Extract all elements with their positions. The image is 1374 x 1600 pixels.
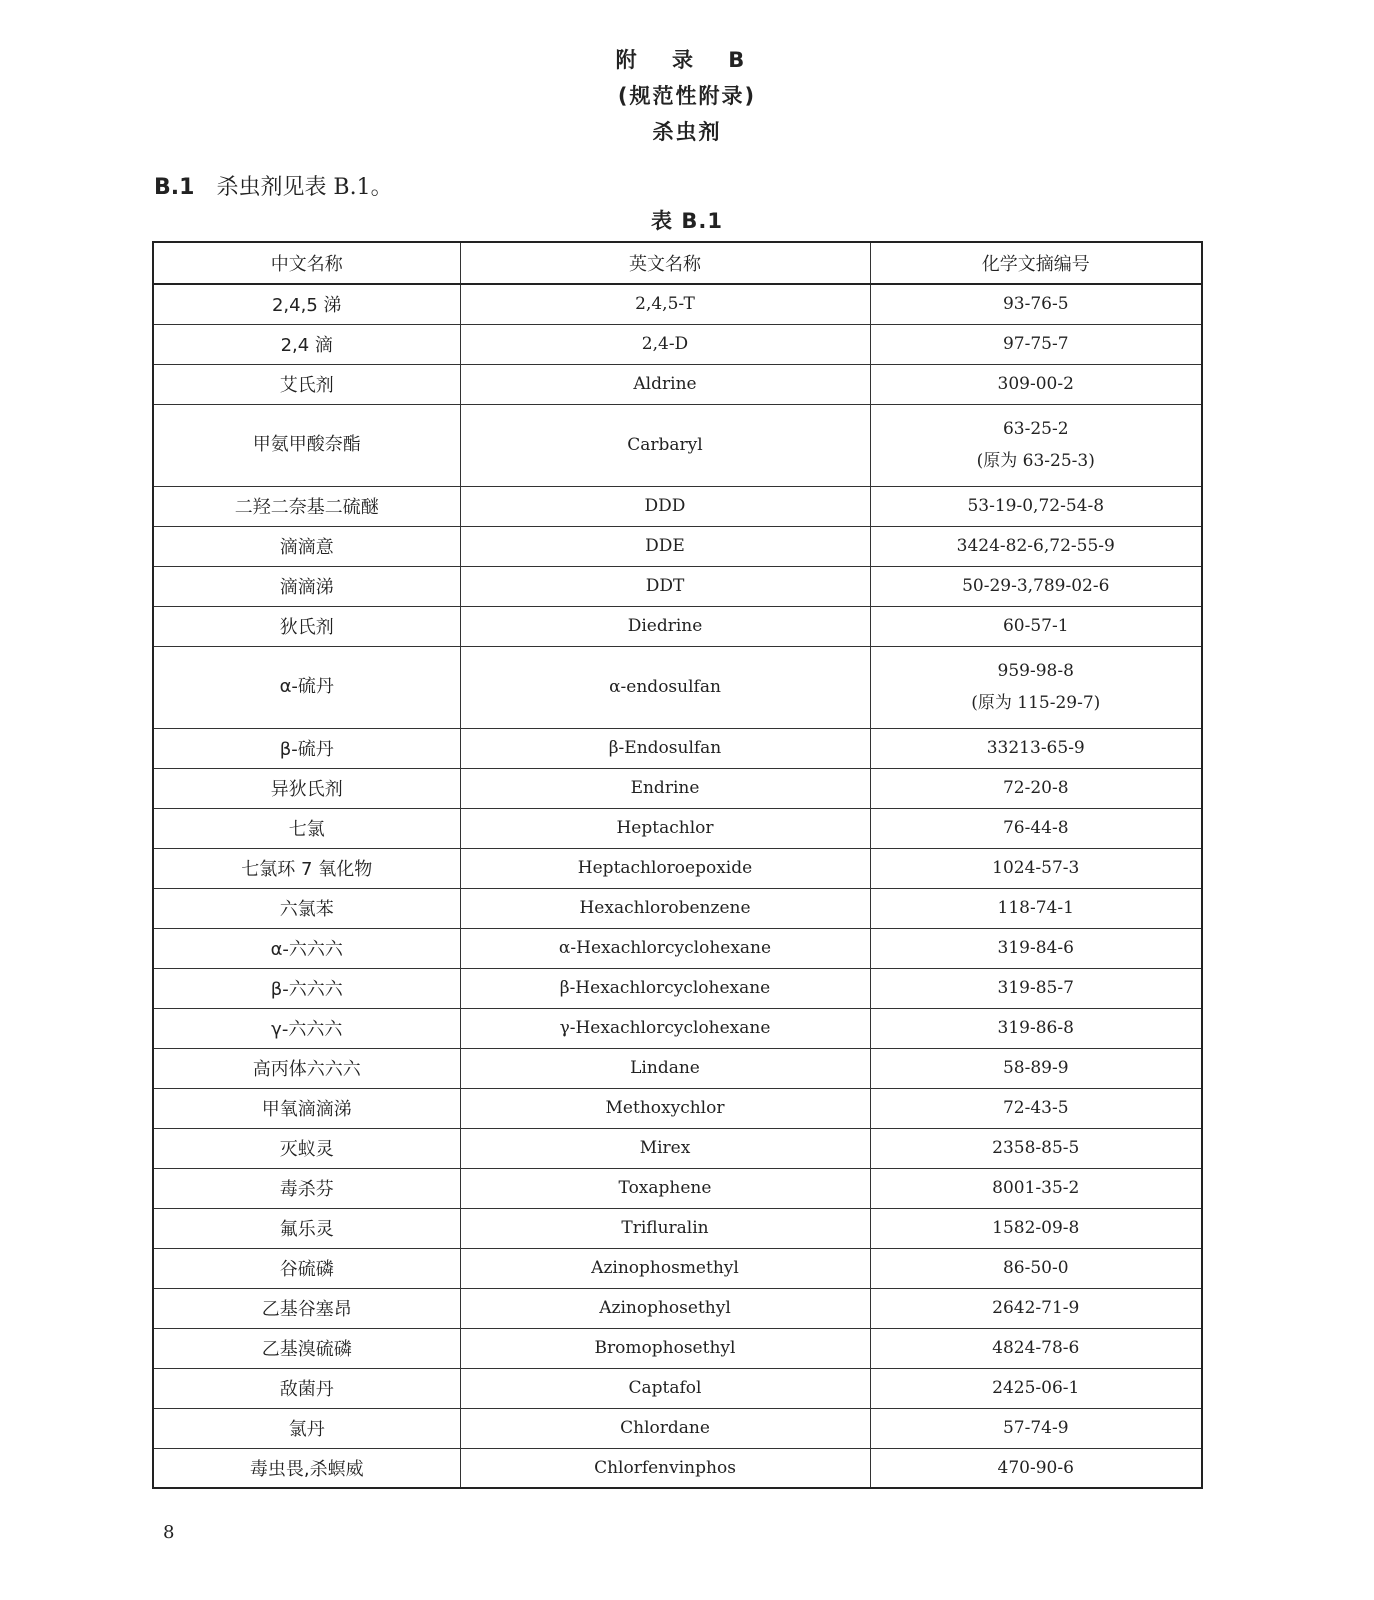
cas-value: 2642-71-9: [992, 1298, 1080, 1318]
table-row: [153, 566, 1202, 606]
cell-cas-number: [870, 1088, 1202, 1128]
table-row: [153, 1208, 1202, 1248]
cell-english-name: Carbaryl: [460, 404, 870, 486]
clause-text: 杀虫剂见表 B.1。: [216, 175, 393, 200]
cas-note: (原为 63-25-3): [976, 451, 1095, 471]
cell-chinese-name: 谷硫磷: [153, 1248, 460, 1288]
cas-value: 118-74-1: [997, 898, 1074, 918]
cell-english-name: α-endosulfan: [460, 646, 870, 728]
table-row: [153, 526, 1202, 566]
table-row: [153, 1088, 1202, 1128]
cell-chinese-name: β-六六六: [153, 968, 460, 1008]
table-row: [153, 1448, 1202, 1488]
cas-value: 60-57-1: [1002, 616, 1069, 636]
cell-chinese-name: 氟乐灵: [153, 1208, 460, 1248]
cas-value: 2358-85-5: [992, 1138, 1080, 1158]
table-row: [153, 768, 1202, 808]
table-row: [153, 486, 1202, 526]
cell-chinese-name: 乙基谷塞昂: [153, 1288, 460, 1328]
cell-chinese-name: 二羟二奈基二硫醚: [153, 486, 460, 526]
cell-cas-number: [870, 1008, 1202, 1048]
cas-value: 57-74-9: [1002, 1418, 1069, 1438]
cell-english-name: DDD: [460, 486, 870, 526]
cell-cas-number: [870, 1048, 1202, 1088]
cell-cas-number: [870, 284, 1202, 324]
table-row: [153, 1008, 1202, 1048]
cell-cas-number: [870, 728, 1202, 768]
table-row: [153, 928, 1202, 968]
cell-cas-number: [870, 606, 1202, 646]
table-row: [153, 1408, 1202, 1448]
cell-cas-number: [870, 1408, 1202, 1448]
cell-cas-number: [870, 1328, 1202, 1368]
cell-cas-number: [870, 1368, 1202, 1408]
cell-english-name: Trifluralin: [460, 1208, 870, 1248]
cell-chinese-name: 异狄氏剂: [153, 768, 460, 808]
cas-value: 97-75-7: [1002, 334, 1069, 354]
appendix-subtitle: (规范性附录): [617, 84, 757, 108]
cell-chinese-name: γ-六六六: [153, 1008, 460, 1048]
cell-english-name: Lindane: [460, 1048, 870, 1088]
cell-english-name: γ-Hexachlorcyclohexane: [460, 1008, 870, 1048]
table-row: [153, 1168, 1202, 1208]
cell-chinese-name: β-硫丹: [153, 728, 460, 768]
table-row: [153, 1128, 1202, 1168]
cell-cas-number: [870, 486, 1202, 526]
cell-chinese-name: 滴滴意: [153, 526, 460, 566]
cas-value: 3424-82-6,72-55-9: [956, 536, 1115, 556]
cas-value: 8001-35-2: [992, 1178, 1080, 1198]
cas-value: 53-19-0,72-54-8: [967, 496, 1105, 516]
table-row: [153, 1248, 1202, 1288]
cell-cas-number: [870, 646, 1202, 728]
cas-value: 72-20-8: [1002, 778, 1069, 798]
table-row: [153, 284, 1202, 324]
appendix-name: 杀虫剂: [652, 120, 722, 144]
header-cas-number: 化学文摘编号: [870, 242, 1202, 284]
cell-chinese-name: 甲氨甲酸奈酯: [153, 404, 460, 486]
cas-value: 4824-78-6: [992, 1338, 1080, 1358]
cell-english-name: Methoxychlor: [460, 1088, 870, 1128]
cell-english-name: Bromophosethyl: [460, 1328, 870, 1368]
table-row: [153, 404, 1202, 486]
page-number: 8: [163, 1522, 175, 1543]
header-english-name: 英文名称: [460, 242, 870, 284]
table-row: [153, 1048, 1202, 1088]
cell-chinese-name: 毒杀芬: [153, 1168, 460, 1208]
cell-cas-number: [870, 808, 1202, 848]
cell-cas-number: [870, 968, 1202, 1008]
cell-english-name: Chlorfenvinphos: [460, 1448, 870, 1488]
cell-cas-number: [870, 888, 1202, 928]
cell-cas-number: [870, 1448, 1202, 1488]
cas-value: 86-50-0: [1002, 1258, 1069, 1278]
cell-english-name: Heptachloroepoxide: [460, 848, 870, 888]
cell-english-name: Heptachlor: [460, 808, 870, 848]
cell-cas-number: [870, 526, 1202, 566]
table-row: [153, 324, 1202, 364]
cell-chinese-name: 2,4 滴: [153, 324, 460, 364]
cas-value: 1024-57-3: [992, 858, 1080, 878]
table-row: [153, 646, 1202, 728]
header-chinese-name: 中文名称: [153, 242, 460, 284]
cell-chinese-name: 狄氏剂: [153, 606, 460, 646]
table-row: [153, 968, 1202, 1008]
cell-english-name: Diedrine: [460, 606, 870, 646]
cell-chinese-name: 七氯: [153, 808, 460, 848]
cell-chinese-name: 灭蚁灵: [153, 1128, 460, 1168]
cell-chinese-name: α-硫丹: [153, 646, 460, 728]
cell-cas-number: [870, 1248, 1202, 1288]
table-row: [153, 606, 1202, 646]
cas-value: 309-00-2: [997, 374, 1074, 394]
cell-cas-number: [870, 1128, 1202, 1168]
cell-cas-number: [870, 324, 1202, 364]
cell-cas-number: [870, 1288, 1202, 1328]
cas-value: 319-84-6: [997, 938, 1074, 958]
cas-value: 50-29-3,789-02-6: [962, 576, 1110, 596]
cell-english-name: 2,4-D: [460, 324, 870, 364]
cell-chinese-name: 甲氧滴滴涕: [153, 1088, 460, 1128]
cas-note: (原为 115-29-7): [971, 693, 1101, 713]
table-header-row: [153, 242, 1202, 284]
cas-value: 63-25-2: [1002, 419, 1069, 439]
cell-english-name: Hexachlorobenzene: [460, 888, 870, 928]
cas-value: 72-43-5: [1002, 1098, 1069, 1118]
pesticide-table: [152, 241, 1203, 1489]
cell-cas-number: [870, 1208, 1202, 1248]
cas-value: 58-89-9: [1002, 1058, 1069, 1078]
cell-cas-number: [870, 1168, 1202, 1208]
clause-b1: [154, 170, 393, 201]
cell-chinese-name: 乙基溴硫磷: [153, 1328, 460, 1368]
cas-value: 319-85-7: [997, 978, 1074, 998]
cell-chinese-name: 艾氏剂: [153, 364, 460, 404]
table-row: [153, 888, 1202, 928]
table-body: [153, 284, 1202, 1488]
cell-cas-number: [870, 848, 1202, 888]
cell-chinese-name: 氯丹: [153, 1408, 460, 1448]
cell-chinese-name: 滴滴涕: [153, 566, 460, 606]
table-row: [153, 364, 1202, 404]
table-row: [153, 1288, 1202, 1328]
cas-value: 93-76-5: [1002, 294, 1069, 315]
cas-value: 1582-09-8: [992, 1218, 1080, 1238]
table-row: [153, 728, 1202, 768]
cell-chinese-name: 敌菌丹: [153, 1368, 460, 1408]
cell-cas-number: [870, 566, 1202, 606]
cell-english-name: Aldrine: [460, 364, 870, 404]
cell-english-name: β-Endosulfan: [460, 728, 870, 768]
cell-english-name: DDT: [460, 566, 870, 606]
cas-value: 319-86-8: [997, 1018, 1074, 1038]
cas-value: 959-98-8: [997, 661, 1074, 681]
cell-english-name: Endrine: [460, 768, 870, 808]
cell-chinese-name: 2,4,5 涕: [153, 284, 460, 324]
table-row: [153, 808, 1202, 848]
cell-chinese-name: 毒虫畏,杀螟威: [153, 1448, 460, 1488]
cell-english-name: α-Hexachlorcyclohexane: [460, 928, 870, 968]
cell-cas-number: [870, 364, 1202, 404]
cell-english-name: DDE: [460, 526, 870, 566]
cell-chinese-name: 六氯苯: [153, 888, 460, 928]
cell-english-name: 2,4,5-T: [460, 284, 870, 324]
cell-english-name: β-Hexachlorcyclohexane: [460, 968, 870, 1008]
table-title: 表 B.1: [651, 209, 723, 233]
cas-value: 470-90-6: [997, 1457, 1074, 1478]
cell-english-name: Captafol: [460, 1368, 870, 1408]
cell-chinese-name: 七氯环 7 氧化物: [153, 848, 460, 888]
cell-cas-number: [870, 404, 1202, 486]
cell-chinese-name: α-六六六: [153, 928, 460, 968]
cell-chinese-name: 高丙体六六六: [153, 1048, 460, 1088]
cell-english-name: Azinophosmethyl: [460, 1248, 870, 1288]
appendix-title: 附 录 B: [615, 48, 759, 72]
cas-value: 76-44-8: [1002, 818, 1069, 838]
table-row: [153, 1328, 1202, 1368]
table-row: [153, 848, 1202, 888]
cas-value: 2425-06-1: [992, 1378, 1080, 1398]
cell-cas-number: [870, 768, 1202, 808]
cell-cas-number: [870, 928, 1202, 968]
table-row: [153, 1368, 1202, 1408]
cas-value: 33213-65-9: [986, 738, 1085, 758]
cell-english-name: Mirex: [460, 1128, 870, 1168]
cell-english-name: Azinophosethyl: [460, 1288, 870, 1328]
cell-english-name: Chlordane: [460, 1408, 870, 1448]
clause-number: B.1: [154, 175, 195, 200]
cell-english-name: Toxaphene: [460, 1168, 870, 1208]
